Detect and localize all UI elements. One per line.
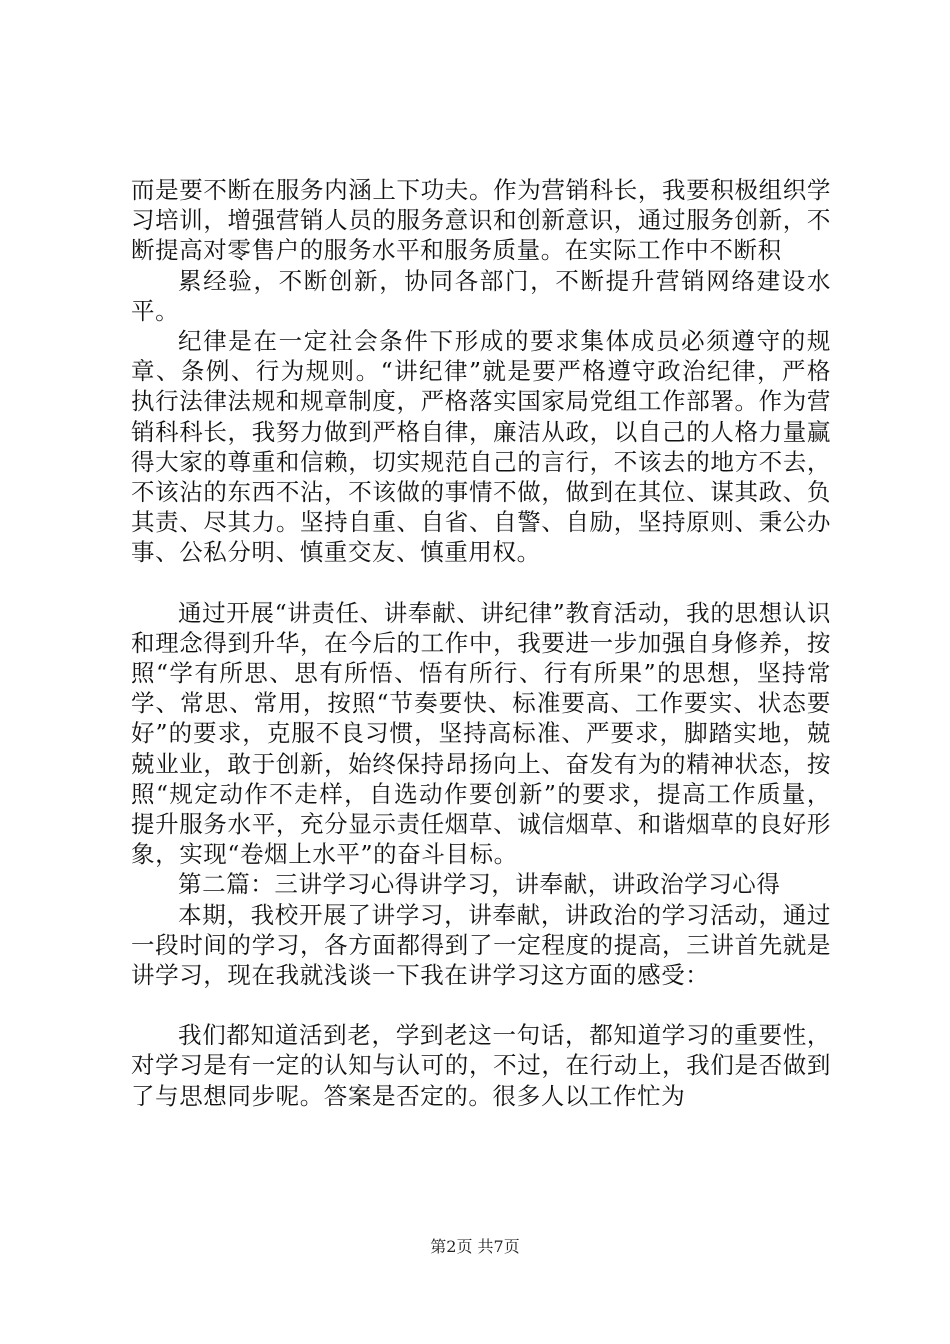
paragraph-5: 本期，我校开展了讲学习，讲奉献，讲政治的学习活动，通过一段时间的学习，各方面都得到了一定程度的提高，三讲首先就是讲学习，现在我就浅谈一下我在讲学习这方面的感受：: [131, 900, 831, 990]
paragraph-3: 纪律是在一定社会条件下形成的要求集体成员必须遵守的规章、条例、行为规则。“讲纪律”就是要严格遵守政治纪律，严格执行法律法规和规章制度，严格落实国家局党组工作部署。作为营销科科长，我努力做到严格自律，廉洁从政，以自己的人格力量赢得大家的尊重和信赖，切实规范自己的言行，不该去的地方不去，不该沾的东西不沾，不该做的事情不做，做到在其位、谋其政、负其责、尽其力。坚持自重、自省、自警、自励，坚持原则、秉公办事、公私分明、慎重交友、慎重用权。: [131, 327, 831, 567]
paragraph-6: 我们都知道活到老，学到老这一句话，都知道学习的重要性，对学习是有一定的认知与认可的，不过，在行动上，我们是否做到了与思想同步呢。答案是否定的。很多人以工作忙为: [131, 1021, 831, 1110]
paragraph-4: 通过开展“讲责任、讲奉献、讲纪律”教育活动，我的思想认识和理念得到升华，在今后的工作中，我要进一步加强自身修养，按照“学有所思、思有所悟、悟有所行、行有所果”的思想，坚持常学、常思、常用，按照“节奏要快、标准要高、工作要实、状态要好”的要求，克服不良习惯，坚持高标准、严要求，脚踏实地，兢兢业业，敢于创新，始终保持昂扬向上、奋发有为的精神状态，按照“规定动作不走样，自选动作要创新”的要求，提高工作质量，提升服务水平，充分显示责任烟草、诚信烟草、和谐烟草的良好形象，实现“卷烟上水平”的奋斗目标。: [131, 598, 831, 869]
section-heading: 第二篇：三讲学习心得讲学习，讲奉献，讲政治学习心得: [178, 870, 781, 899]
paragraph-gap: [131, 568, 831, 598]
page-footer: 第2页 共7页: [430, 1237, 520, 1256]
paragraph-gap: [131, 990, 831, 1020]
paragraph-1: 而是要不断在服务内涵上下功夫。作为营销科长，我要积极组织学习培训，增强营销人员的服务意识和创新意识，通过服务创新，不断提高对零售户的服务水平和服务质量。在实际工作中不断积: [131, 176, 831, 265]
paragraph-2: 累经验，不断创新，协同各部门，不断提升营销网络建设水平。: [131, 266, 831, 325]
document-body: [131, 175, 831, 1111]
